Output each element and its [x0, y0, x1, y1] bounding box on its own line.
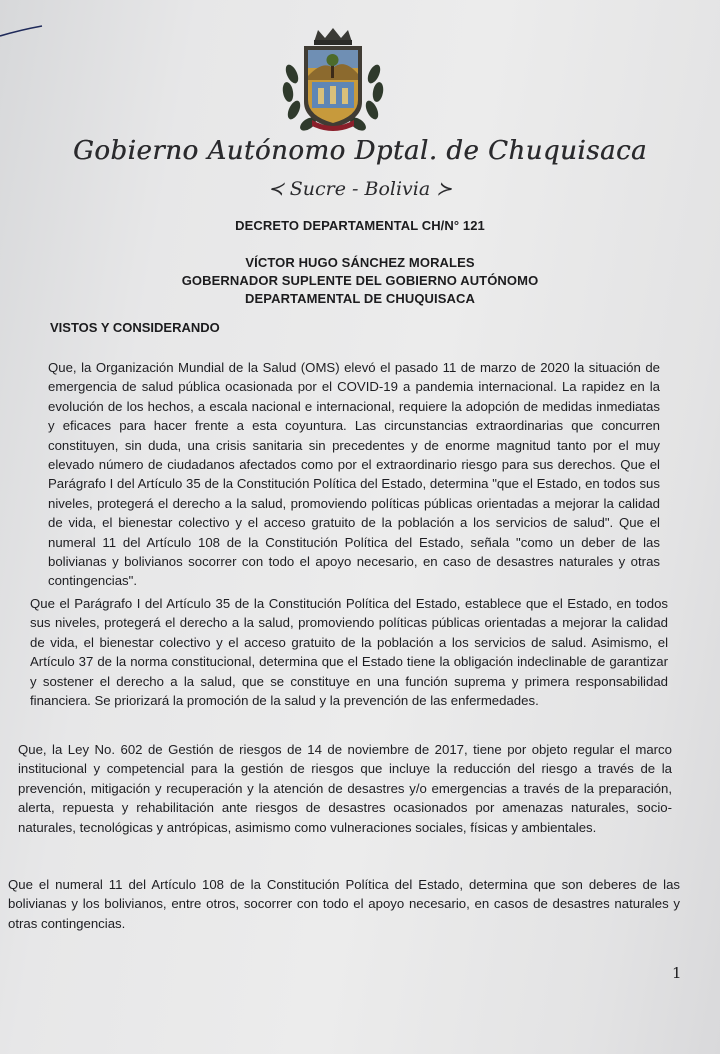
paragraph-2: Que el Parágrafo I del Artículo 35 de la Constitución Política del Estado, establece que el Estado, en todos sus niveles, protegerá el derecho a la salud, promoviendo políticas públicas orientadas a mejorar la calidad de vida, el bienestar colectivo y el acceso gratuito de la población a los servicios de salud. Asimismo, el Artículo 37 de la norma constitucional, determina que el Estado tiene la obligación indeclinable de garantizar y sostener el derecho a la salud, que se constituye en una función suprema y primera responsabilidad financiera. Se priorizará la promoción de la salud y la prevención de las enfermedades. — [30, 596, 668, 709]
pen-stroke-mark — [0, 24, 44, 38]
signatory-name: VÍCTOR HUGO SÁNCHEZ MORALES — [245, 255, 475, 270]
paragraph-1: Que, la Organización Mundial de la Salud (OMS) elevó el pasado 11 de marzo de 2020 la situación de emergencia de salud pública ocasionada por el COVID-19 a pandemia internacional. La rapidez en la evolución de los hechos, a escala nacional e internacional, requiere la adopción de medidas inmediatas y eficaces para hacer frente a esta coyuntura. Las circunstancias extraordinarias que concurren constituyen, sin duda, una crisis sanitaria sin precedentes y de enorme magnitud tanto por el muy elevado número de ciudadanos afectados como por el extraordinario riesgo para sus derechos. Que el Parágrafo I del Artículo 35 de la Constitución Política del Estado, determina "que el Estado, en todos sus niveles, protegerá el derecho a la salud, promoviendo políticas públicas orientadas a mejorar la calidad de vida, el bienestar colectivo y el acceso gratuito de la población a los servicios de salud". Que el numeral 11 del Artículo 108 de la Constitución Política del Estado, señala "como un deber de las bolivianas y bolivianos socorrer con todo el apoyo necesario, en caso de desastres naturales y otras contingencias". — [48, 360, 660, 589]
letterhead-location: ≺ Sucre - Bolivia ≻ — [267, 178, 453, 200]
paragraph-4: Que el numeral 11 del Artículo 108 de la Constitución Política del Estado, determina que son deberes de las bolivianas y los bolivianos, entre otros, socorrer con todo el apoyo necesario, en casos de desastres naturales y otras contingencias. — [8, 877, 680, 931]
signatory-title-line-2: DEPARTAMENTAL DE CHUQUISACA — [245, 291, 475, 306]
government-letterhead-title: Gobierno Autónomo Dptal. de Chuquisaca — [72, 136, 648, 166]
signatory-title-line-1: GOBERNADOR SUPLENTE DEL GOBIERNO AUTÓNOMO — [181, 273, 539, 288]
chuquisaca-coat-of-arms-icon — [278, 24, 388, 136]
decree-number: DECRETO DEPARTAMENTAL CH/N° 121 — [235, 218, 485, 233]
section-heading: VISTOS Y CONSIDERANDO — [50, 320, 220, 335]
page-number: 1 — [672, 964, 682, 982]
paragraph-3: Que, la Ley No. 602 de Gestión de riesgos de 14 de noviembre de 2017, tiene por objeto regular el marco institucional y competencial para la gestión de riesgos que incluye la reducción del riesgo a través de la prevención, mitigación y recuperación y la atención de desastres y/o emergencias a través de la preparación, alerta, repuesta y rehabilitación ante riesgos de desastres ocasionados por amenazas naturales, socio-naturales, tecnológicas y antrópicas, asimismo como vulneraciones sociales, físicas y ambientales. — [18, 742, 672, 835]
